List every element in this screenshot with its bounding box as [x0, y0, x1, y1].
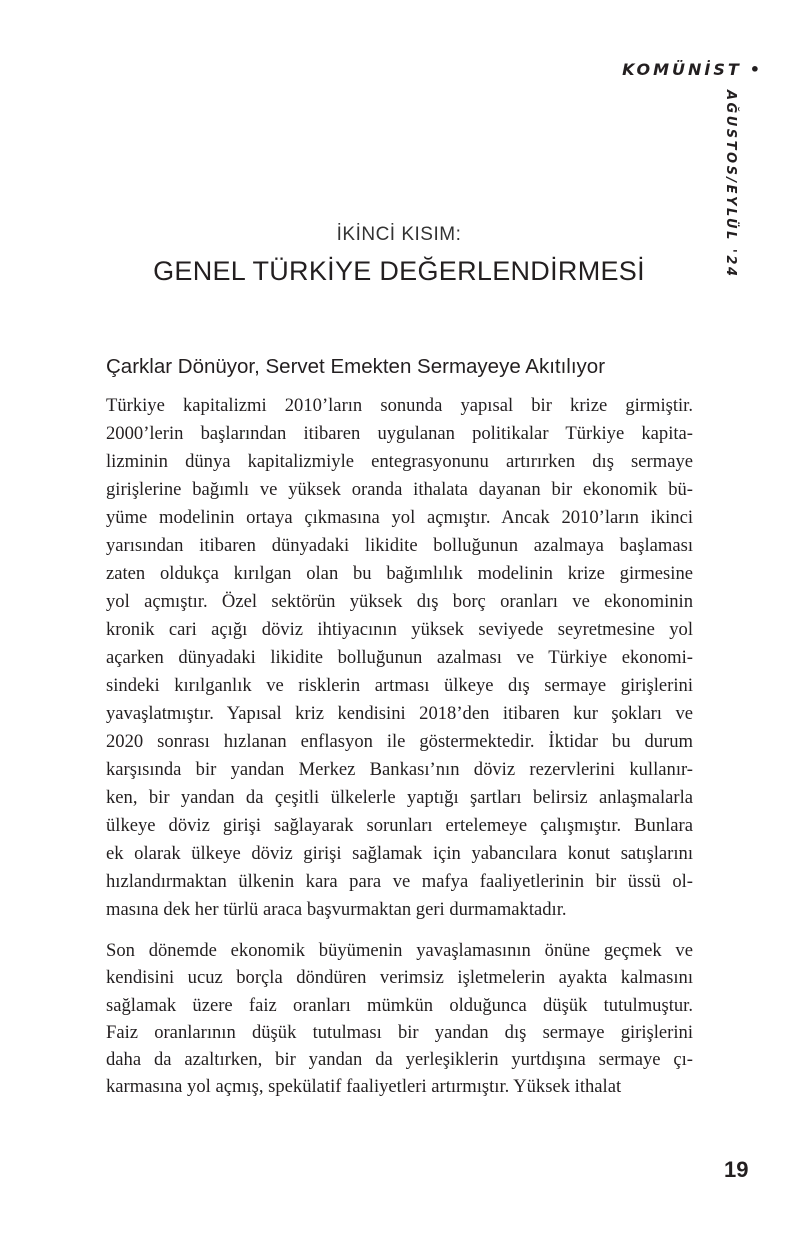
text-line: zaten oldukça kırılgan olan bu bağımlılık modelinin krize girmesine: [106, 563, 693, 584]
text-line: Faiz oranlarının düşük tutulması bir yandan dış sermaye girişlerini: [106, 1021, 693, 1043]
text-line: Son dönemde ekonomik büyümenin yavaşlamasının önüne geçmek ve: [106, 940, 693, 961]
text-line: yol açmıştır. Özel sektörün yüksek dış borç oranları ve ekonominin: [106, 591, 693, 612]
text-line: lizminin dünya kapitalizmiyle entegrasyonunu artırırken dış sermaye: [106, 451, 693, 472]
text-line: girişlerine bağımlı ve yüksek oranda ithalata dayanan bir ekonomik bü-: [106, 479, 693, 500]
text-line: yarısından itibaren dünyadaki likidite bolluğunun azalmaya başlaması: [106, 535, 693, 556]
text-line: Türkiye kapitalizmi 2010’ların sonunda yapısal bir krize girmiştir.: [106, 395, 693, 416]
text-line: 2020 sonrası hızlanan enflasyon ile göstermektedir. İktidar bu durum: [106, 731, 693, 752]
text-line: masına dek her türlü araca başvurmaktan geri durmamaktadır.: [106, 899, 567, 920]
text-line: daha da azaltırken, bir yandan da yerleşiklerin yurtdışına sermaye çı-: [106, 1049, 693, 1071]
text-line: hızlandırmaktan ülkenin kara para ve mafya faaliyetlerinin bir üssü ol-: [106, 871, 693, 892]
text-line: ken, bir yandan da çeşitli ülkelerle yaptığı şartları belirsiz anlaşmalarla: [106, 787, 693, 808]
text-line: 2000’lerin başlarından itibaren uygulanan politikalar Türkiye kapita-: [106, 423, 693, 444]
part-label: İKİNCİ KISIM:: [336, 224, 462, 245]
text-line: ülkeye döviz girişi sağlayarak sorunları ertelemeye çalışmıştır. Bunlara: [106, 815, 693, 836]
separator-dot: •: [749, 60, 760, 79]
section-heading: Çarklar Dönüyor, Servet Emekten Sermayeye Akıtılıyor: [106, 355, 606, 378]
text-line: karşısında bir yandan Merkez Bankası’nın döviz rezervlerini kullanır-: [106, 759, 693, 780]
text-line: yüme modelinin ortaya çıkmasına yol açmıştır. Ancak 2010’ların ikinci: [106, 507, 693, 528]
text-line: karmasına yol açmış, spekülatif faaliyetleri artırmıştır. Yüksek ithalat: [106, 1076, 622, 1098]
magazine-title: KOMÜNİST: [622, 60, 742, 79]
text-line: açarken dünyadaki likidite bolluğunun azalması ve Türkiye ekonomi-: [106, 647, 693, 668]
text-line: sağlamak üzere faiz oranları mümkün olduğunca düşük tutulmuştur.: [106, 994, 693, 1016]
text-line: kendisini ucuz borçla döndüren verimsiz işletmelerin ayakta kalmasını: [106, 967, 693, 989]
magazine-name: [560, 60, 760, 79]
text-line: kronik cari açığı döviz ihtiyacının yüksek seviyede seyretmesine yol: [106, 619, 693, 640]
text-line: sindeki kırılganlık ve risklerin artması ülkeye dış sermaye girişlerini: [106, 675, 693, 696]
paragraph-1: [106, 392, 693, 924]
issue-date: AĞUSTOS/EYLÜL '24: [723, 90, 738, 279]
text-line: yavaşlatmıştır. Yapısal kriz kendisini 2018’den itibaren kur şokları ve: [106, 703, 693, 724]
part-title: GENEL TÜRKİYE DEĞERLENDİRMESİ: [153, 256, 645, 286]
page-number: 19: [724, 1157, 749, 1182]
paragraph-2: [106, 937, 693, 1101]
text-line: ek olarak ülkeye döviz girişi sağlamak için yabancılara konut satışlarını: [106, 843, 693, 864]
